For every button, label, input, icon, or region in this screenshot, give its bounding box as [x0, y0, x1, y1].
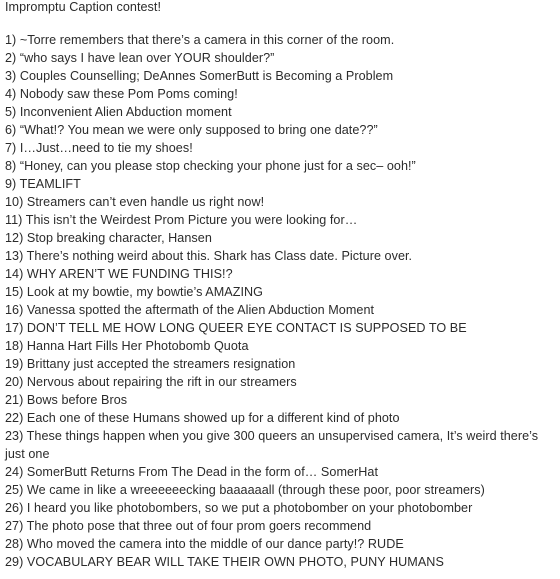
caption-item: 28) Who moved the camera into the middle of our dance party!? RUDE — [5, 537, 404, 551]
post-title: Impromptu Caption contest! — [5, 0, 161, 14]
caption-item: 26) I heard you like photobombers, so we put a photobomber on your photobomber — [5, 501, 473, 515]
caption-item: 7) I…Just…need to tie my shoes! — [5, 141, 193, 155]
caption-item: 25) We came in like a wreeeeeecking baaaaaall (through these poor, poor streamers) — [5, 483, 485, 497]
caption-item: 13) There’s nothing weird about this. Shark has Class date. Picture over. — [5, 249, 413, 263]
caption-item: 24) SomerButt Returns From The Dead in the form of… SomerHat — [5, 465, 379, 479]
caption-list — [5, 31, 553, 571]
caption-item: 19) Brittany just accepted the streamers resignation — [5, 357, 296, 371]
caption-item: 6) “What!? You mean we were only supposed to bring one date??” — [5, 123, 378, 137]
caption-item: 9) TEAMLIFT — [5, 177, 81, 191]
caption-item: 21) Bows before Bros — [5, 393, 128, 407]
caption-item: 3) Couples Counselling; DeAnnes SomerButt is Becoming a Problem — [5, 69, 394, 83]
caption-item: 14) WHY AREN’T WE FUNDING THIS!? — [5, 267, 233, 281]
caption-item: 8) “Honey, can you please stop checking your phone just for a sec– ooh!” — [5, 159, 416, 173]
caption-item: 1) ~Torre remembers that there’s a camera in this corner of the room. — [5, 33, 395, 47]
caption-item: 22) Each one of these Humans showed up for a different kind of photo — [5, 411, 400, 425]
caption-item: 18) Hanna Hart Fills Her Photobomb Quota — [5, 339, 249, 353]
caption-item: 4) Nobody saw these Pom Poms coming! — [5, 87, 238, 101]
caption-item: 5) Inconvenient Alien Abduction moment — [5, 105, 232, 119]
caption-item: 23) These things happen when you give 300 queers an unsupervised camera, It’s weird there’s just one — [5, 429, 539, 461]
caption-item: 11) This isn’t the Weirdest Prom Picture you were looking for… — [5, 213, 358, 227]
caption-item: 20) Nervous about repairing the rift in our streamers — [5, 375, 297, 389]
caption-item: 27) The photo pose that three out of four prom goers recommend — [5, 519, 372, 533]
caption-item: 16) Vanessa spotted the aftermath of the Alien Abduction Moment — [5, 303, 375, 317]
caption-item: 29) VOCABULARY BEAR WILL TAKE THEIR OWN PHOTO, PUNY HUMANS — [5, 555, 444, 569]
caption-item: 10) Streamers can’t even handle us right now! — [5, 195, 265, 209]
caption-item: 15) Look at my bowtie, my bowtie’s AMAZING — [5, 285, 264, 299]
caption-item: 2) “who says I have lean over YOUR shoulder?” — [5, 51, 275, 65]
caption-item: 17) DON’T TELL ME HOW LONG QUEER EYE CONTACT IS SUPPOSED TO BE — [5, 321, 467, 335]
caption-item: 12) Stop breaking character, Hansen — [5, 231, 212, 245]
